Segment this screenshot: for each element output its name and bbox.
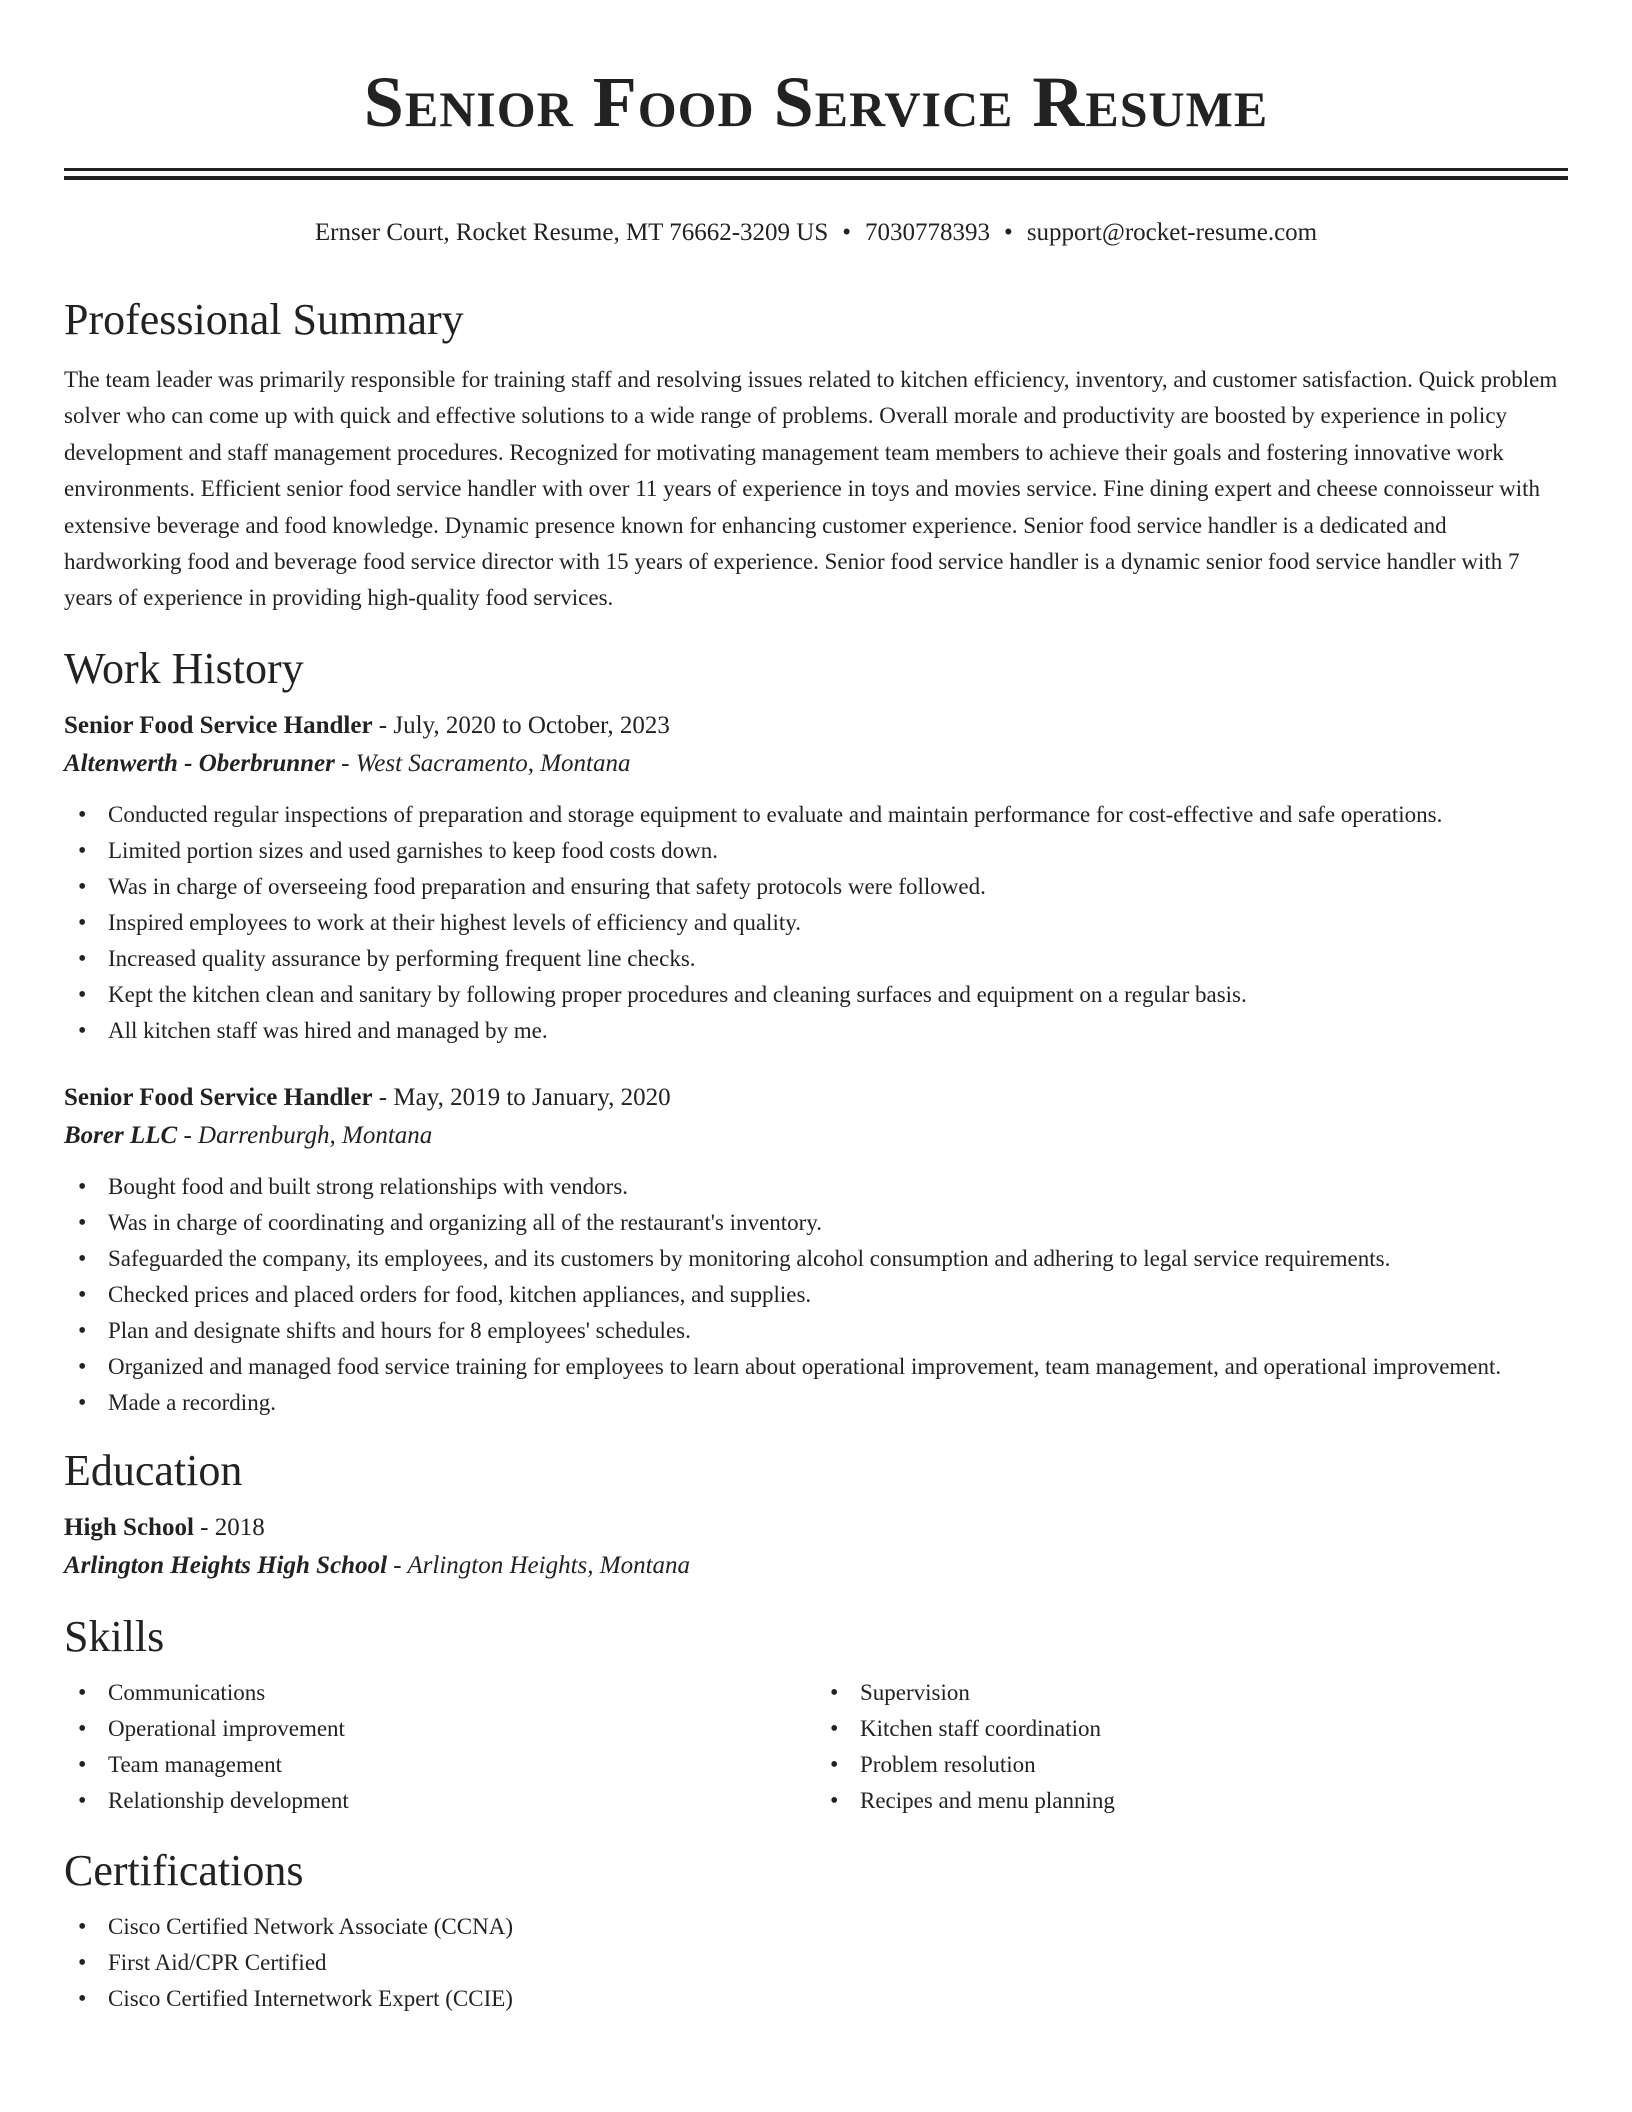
education-school: Arlington Heights High School [64,1551,388,1579]
job-company: Altenwerth - Oberbrunner [64,749,335,777]
job-title: Senior Food Service Handler [64,1083,373,1111]
job-title-line [64,1079,1568,1117]
list-item: • Made a recording. [108,1385,1568,1421]
list-item: • Conducted regular inspections of preparation and storage equipment to evaluate and maintain performance for cost-effective and safe operations. [108,797,1568,833]
summary-text: The team leader was primarily responsible for training staff and resolving issues related to kitchen efficiency, inventory, and customer satisfaction. Quick problem solver who can come up with quick and effective solutions to a wide range of problems. Overall morale and productivity are boosted by experience in policy development and staff management procedures. Recognized for motivating management team members to achieve their goals and fostering innovative work environments. Efficient senior food service handler with over 11 years of experience in toys and movies service. Fine dining expert and cheese connoisseur with extensive beverage and food knowledge. Dynamic presence known for enhancing customer experience. Senior food service handler is a dedicated and hardworking food and beverage food service director with 15 years of experience. Senior food service handler is a dynamic senior food service handler with 7 years of experience in providing high-quality food services. [64,367,1558,611]
list-item: • Operational improvement [108,1711,816,1747]
education-heading: Education [64,1445,243,1495]
list-item: • Cisco Certified Network Associate (CCNA) [108,1909,1568,1945]
list-item: • Was in charge of coordinating and organizing all of the restaurant's inventory. [108,1205,1568,1241]
education-location: - Arlington Heights, Montana [387,1551,691,1579]
list-item: • Increased quality assurance by performing frequent line checks. [108,941,1568,977]
list-item: • Safeguarded the company, its employees, and its customers by monitoring alcohol consumption and adhering to legal service requirements. [108,1241,1568,1277]
job-entry [64,1079,1568,1421]
skills-grid [64,1675,1568,1819]
list-item: • Relationship development [108,1783,816,1819]
job-dates: - July, 2020 to October, 2023 [372,711,670,739]
job-title: Senior Food Service Handler [64,711,373,739]
job-duties-list [64,1169,1568,1421]
job-location: - Darrenburgh, Montana [177,1121,433,1149]
list-item: • Supervision [860,1675,1568,1711]
contact-email: support@rocket-resume.com [1026,219,1318,246]
contact-separator: • [1004,219,1013,246]
skills-heading: Skills [64,1611,165,1661]
education-degree-line [64,1509,1568,1547]
list-item: • Inspired employees to work at their highest levels of efficiency and quality. [108,905,1568,941]
education-entry [64,1509,1568,1585]
list-item: • First Aid/CPR Certified [108,1945,1568,1981]
list-item: • Plan and designate shifts and hours for 8 employees' schedules. [108,1313,1568,1349]
list-item: • Kept the kitchen clean and sanitary by following proper procedures and cleaning surfaces and equipment on a regular basis. [108,977,1568,1013]
education-year: - 2018 [193,1513,265,1541]
skills-list-left [64,1675,816,1819]
work-history-heading: Work History [64,643,304,693]
contact-address: Ernser Court, Rocket Resume, MT 76662-3209 US [314,219,829,246]
education-school-line [64,1547,1568,1585]
list-item: • Cisco Certified Internetwork Expert (CCIE) [108,1981,1568,2017]
job-company: Borer LLC [64,1121,178,1149]
title-divider [64,168,1568,180]
certifications-list [64,1909,1568,2017]
list-item: • Team management [108,1747,816,1783]
list-item: • Bought food and built strong relationships with vendors. [108,1169,1568,1205]
job-dates: - May, 2019 to January, 2020 [372,1083,671,1111]
list-item: • Kitchen staff coordination [860,1711,1568,1747]
job-duties-list [64,797,1568,1049]
contact-separator: • [842,219,852,246]
contact-line [64,216,1568,250]
list-item: • Recipes and menu planning [860,1783,1568,1819]
job-company-line [64,1117,1568,1155]
education-degree: High School [64,1513,194,1541]
summary-heading: Professional Summary [64,295,464,344]
job-company-line [64,745,1568,783]
contact-phone: 7030778393 [865,219,991,246]
skills-list-right [816,1675,1568,1819]
job-location: - West Sacramento, Montana [334,749,631,777]
list-item: • Organized and managed food service training for employees to learn about operational improvement, team management, and operational improvement. [108,1349,1568,1385]
certifications-heading: Certifications [64,1845,304,1895]
list-item: • Limited portion sizes and used garnishes to keep food costs down. [108,833,1568,869]
list-item: • Problem resolution [860,1747,1568,1783]
job-entry [64,707,1568,1049]
list-item: • Was in charge of overseeing food preparation and ensuring that safety protocols were followed. [108,869,1568,905]
list-item: • Communications [108,1675,816,1711]
job-title-line [64,707,1568,745]
list-item: • All kitchen staff was hired and managed by me. [108,1013,1568,1049]
resume-title: Senior Food Service Resume [363,62,1269,142]
list-item: • Checked prices and placed orders for food, kitchen appliances, and supplies. [108,1277,1568,1313]
